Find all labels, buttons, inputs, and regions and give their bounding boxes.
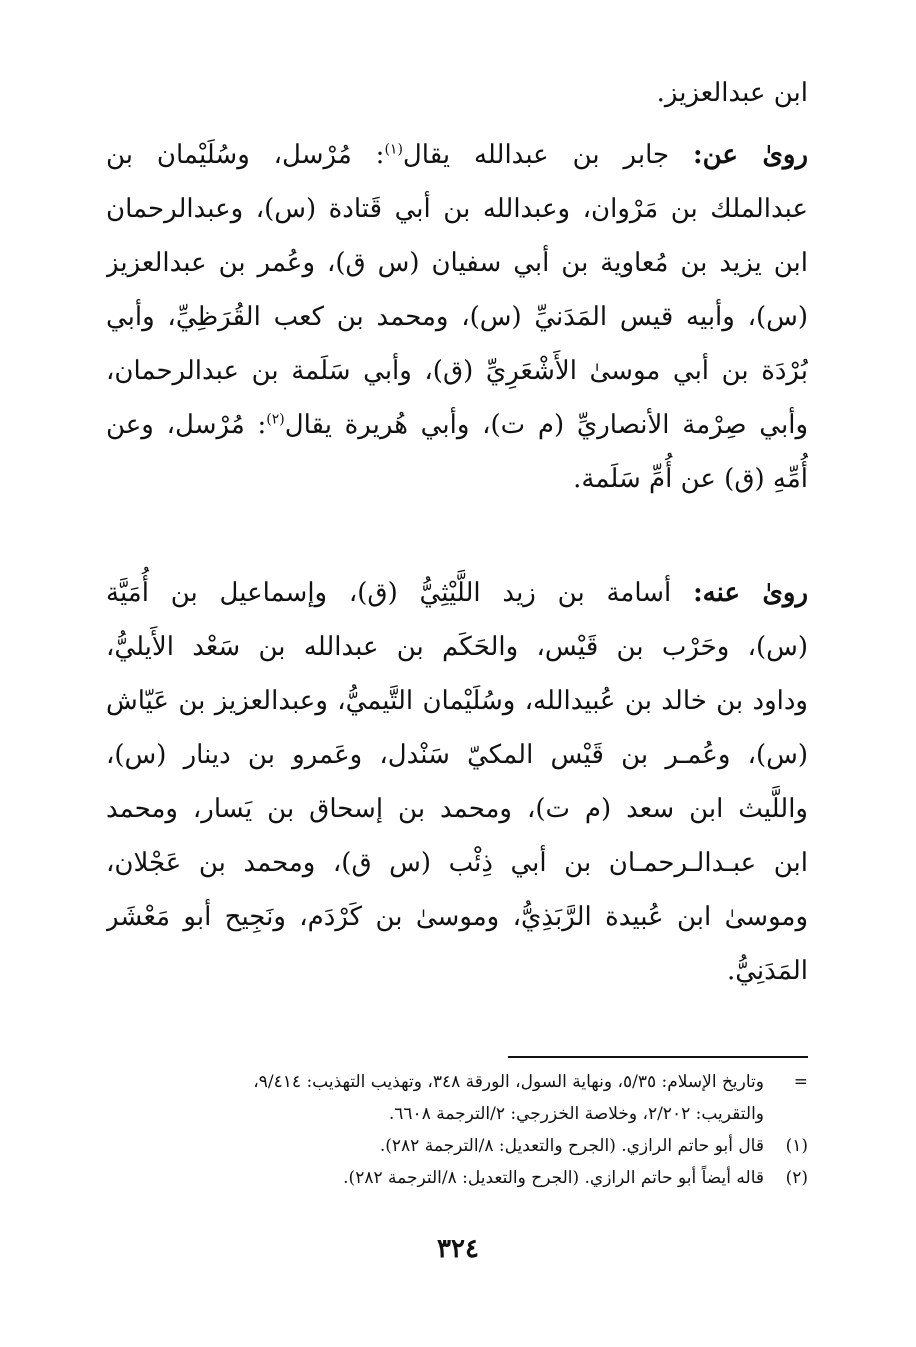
- footnote-text: قاله أيضاً أبو حاتم الرازي. (الجرح والتعديل: ٨/الترجمة ٢٨٢).: [343, 1168, 764, 1188]
- footnote-text: وتاريخ الإسلام: ٥/٣٥، ونهاية السول، الورقة ٣٤٨، وتهذيب التهذيب: ٩/٤١٤،: [253, 1072, 764, 1092]
- page-number: ٣٢٤: [437, 1234, 479, 1264]
- footnote-mark: (٢): [785, 1168, 808, 1188]
- narrated-from-line-7: أُمِّهِ (ق) عن أُمِّ سَلَمة.: [573, 464, 808, 494]
- narrated-from-line-6: [106, 398, 808, 452]
- intro-block: [106, 66, 808, 120]
- narrated-from-line-2: عبدالملك بن مَرْوان، وعبدالله بن أبي قَتادة (س)، وعبدالرحمان: [106, 194, 808, 224]
- footnote-continuation: [106, 1066, 808, 1098]
- narrated-by-line-1: [106, 566, 808, 620]
- footnote-ref-1[interactable]: (١): [384, 141, 403, 158]
- narrated-by-line-1-text: أسامة بن زيد اللَّيْثِيُّ (ق)، وإسماعيل بن أُمَيَّة: [106, 578, 672, 608]
- narrated-by-line-8: المَدَنِيُّ.: [727, 956, 808, 986]
- narrated-from-line-1-tail: : مُرْسل، وسُلَيْمان بن: [106, 140, 385, 170]
- narrated-from-line-6-text: وأبي صِرْمة الأنصاريِّ (م ت)، وأبي هُريرة يقال: [284, 410, 808, 440]
- narrated-from-line-5: بُرْدَة بن أبي موسىٰ الأَشْعَرِيِّ (ق)، وأبي سَلَمة بن عبدالرحمان،: [106, 356, 808, 386]
- footnote-text: والتقريب: ٢/٢٠٢، وخلاصة الخزرجي: ٢/الترجمة ٦٦٠٨.: [388, 1104, 764, 1124]
- narrated-by-line-5: واللَّيث ابن سعد (م ت)، ومحمد بن إسحاق بن يَسار، ومحمد: [106, 794, 808, 824]
- narrated-by-section: [106, 566, 808, 998]
- narrated-from-section: [106, 128, 808, 506]
- intro-line: ابن عبدالعزيز.: [656, 78, 808, 108]
- footnote-mark: (١): [785, 1136, 808, 1156]
- narrated-from-label: روىٰ عن:: [692, 140, 808, 170]
- narrated-from-line-4: (س)، وأبيه قيس المَدَنيِّ (س)، ومحمد بن كعب القُرَظِيِّ، وأبي: [106, 302, 808, 332]
- narrated-from-line-6-tail: : مُرْسل، وعن: [106, 410, 267, 440]
- narrated-by-label: روىٰ عنه:: [693, 578, 808, 608]
- footnote-2: [106, 1162, 808, 1194]
- footnote-mark: =: [793, 1072, 808, 1092]
- footnotes: [106, 1066, 808, 1194]
- footnote-text: قال أبو حاتم الرازي. (الجرح والتعديل: ٨/الترجمة ٢٨٢).: [379, 1136, 764, 1156]
- footnote-1: [106, 1130, 808, 1162]
- narrated-by-line-6: ابن عبـدالـرحمـان بن أبي ذِئْب (س ق)، ومحمد بن عَجْلان،: [106, 848, 808, 878]
- narrated-from-line-1: [106, 128, 808, 182]
- footnote-continuation-2: [106, 1098, 808, 1130]
- narrated-by-line-2: (س)، وحَرْب بن قَيْس، والحَكَم بن عبدالله بن سَعْد الأَيليُّ،: [106, 632, 808, 662]
- footnote-separator: [508, 1056, 808, 1058]
- narrated-by-line-4: (س)، وعُمـر بن قَيْس المكيّ سَنْدل، وعَمرو بن دينار (س)،: [106, 740, 808, 770]
- footnote-ref-2[interactable]: (٢): [266, 411, 285, 428]
- narrated-from-line-1-text: جابر بن عبدالله يقال: [402, 140, 670, 170]
- narrated-by-line-3: وداود بن خالد بن عُبيدالله، وسُلَيْمان التَّيميُّ، وعبدالعزيز بن عَيّاش: [106, 686, 808, 716]
- narrated-from-line-3: ابن يزيد بن مُعاوية بن أبي سفيان (س ق)، وعُمر بن عبدالعزيز: [106, 248, 808, 278]
- narrated-by-line-7: وموسىٰ ابن عُبيدة الرَّبَذِيُّ، وموسىٰ بن كَرْدَم، ونَجِيح أبو مَعْشَر: [106, 902, 808, 932]
